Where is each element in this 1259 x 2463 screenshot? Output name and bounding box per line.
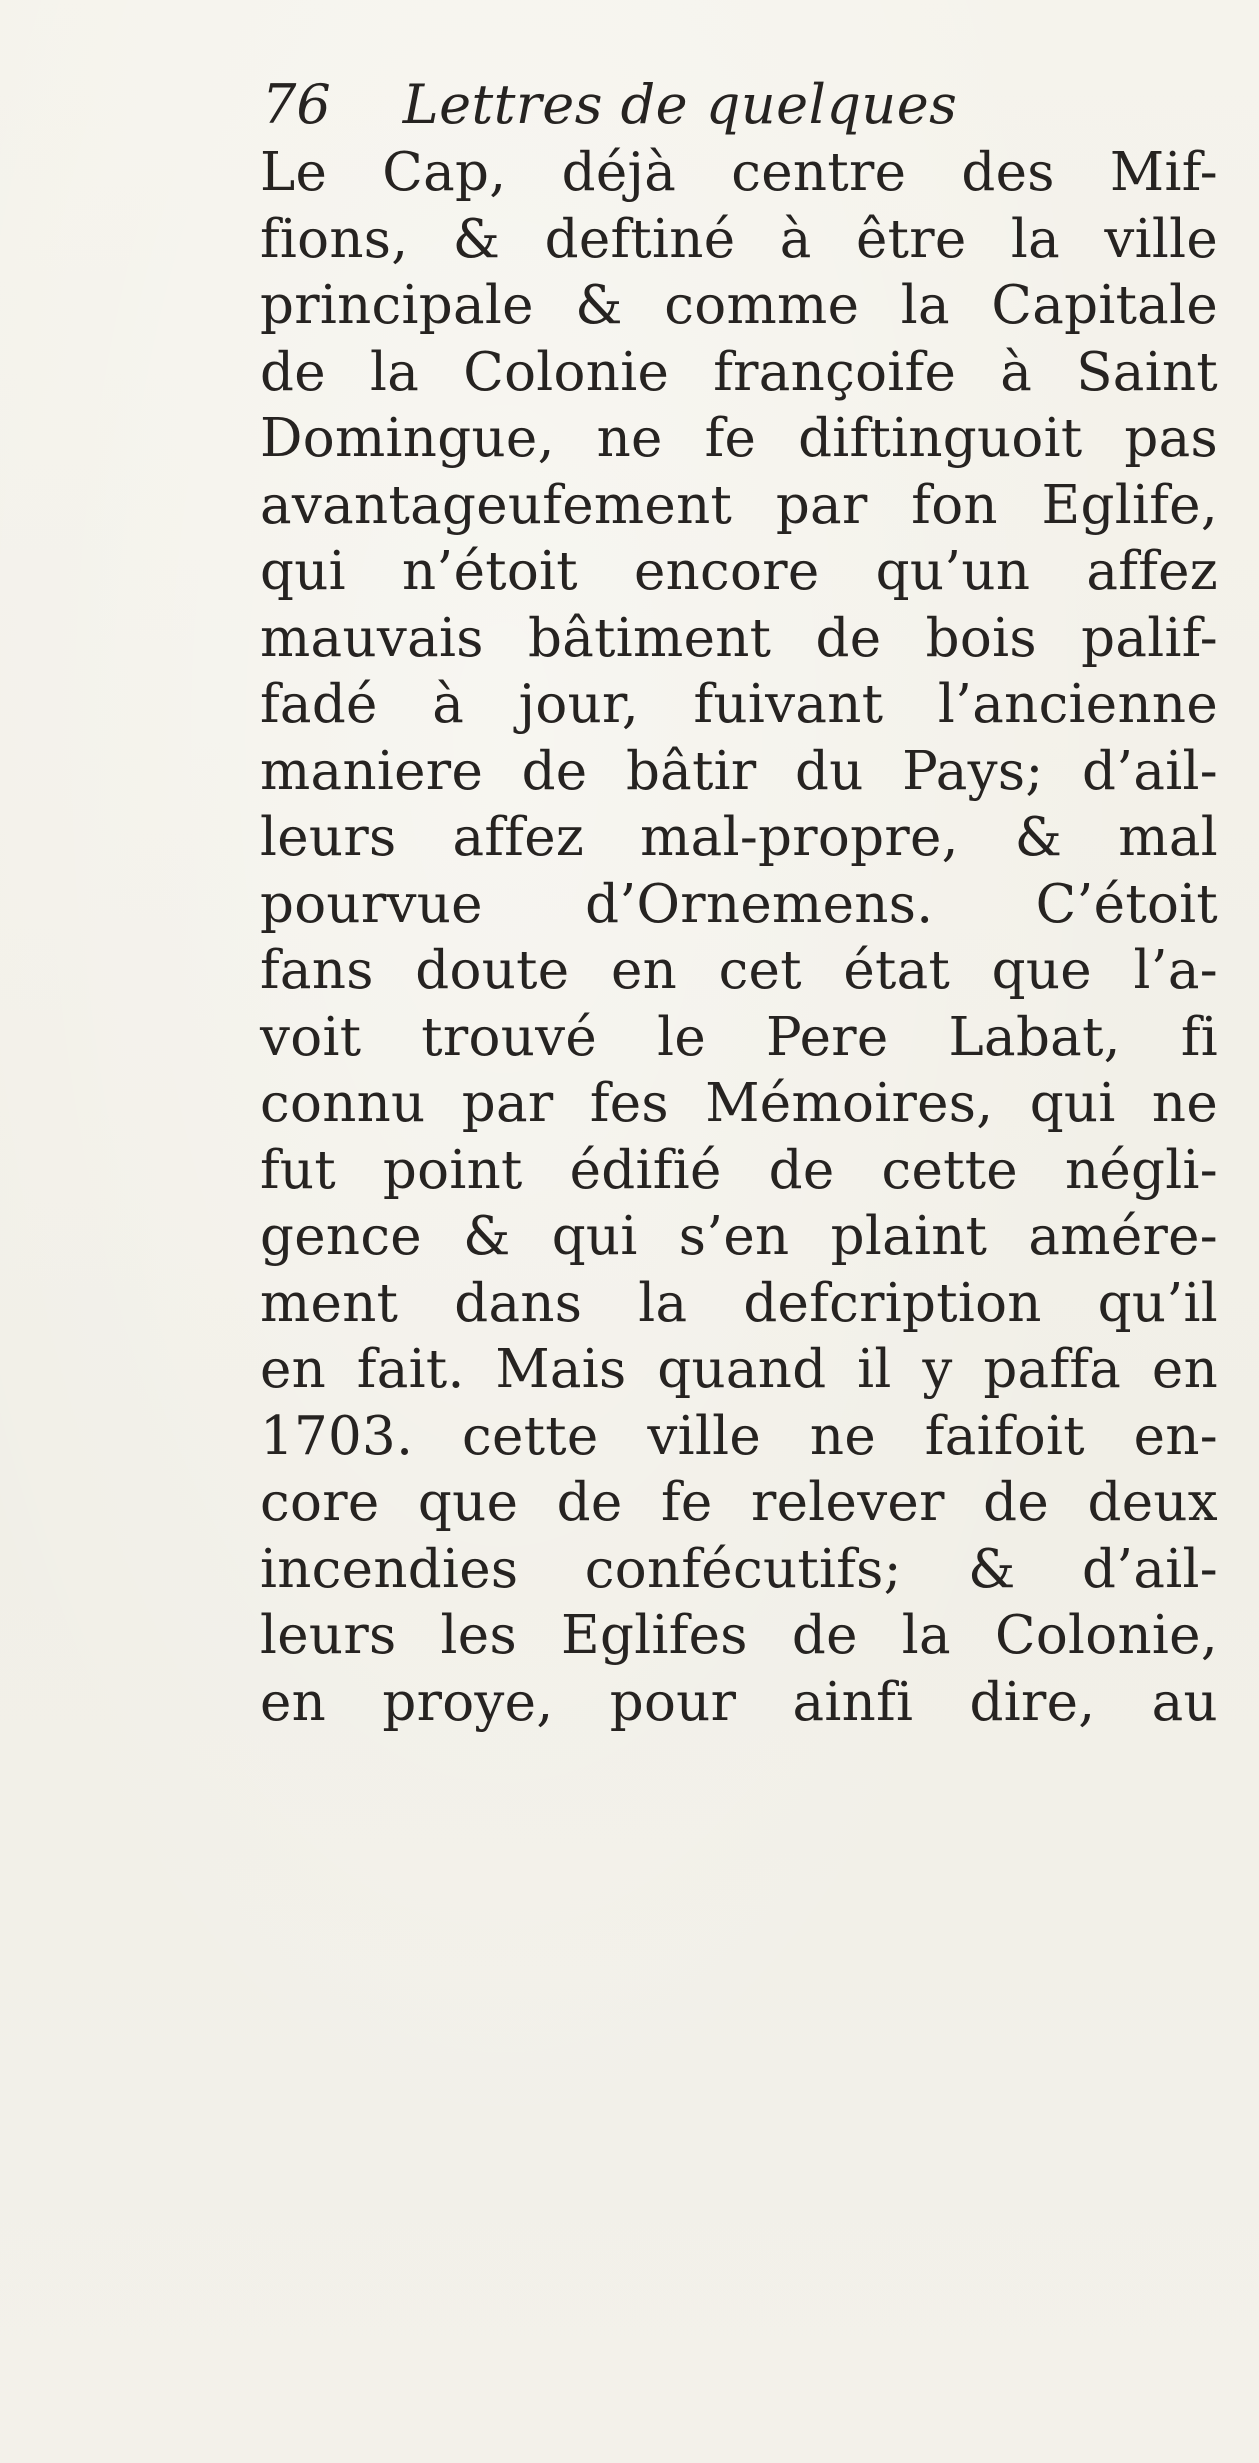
text-line: avantageufement par fon Eglife, [260,474,1218,536]
text-line: incendies confécutifs; & d’ail- [260,1538,1218,1600]
text-line: pourvue d’Ornemens. C’étoit [260,873,1218,935]
text-line: leurs affez mal-propre, & mal [260,807,1218,868]
text-line: fadé à jour, fuivant l’ancienne [260,674,1218,735]
running-head [262,70,957,140]
text-line: leurs les Eglifes de la Colonie, [260,1605,1218,1666]
text-line: fans doute en cet état que l’a- [260,940,1218,1001]
text-line: Le Cap, déjà centre des Mif- [260,142,1218,203]
text-line: qui n’étoit encore qu’un affez [260,541,1218,602]
text-line: fut point édifié de cette négli- [260,1139,1218,1201]
text-line: Domingue, ne fe diftinguoit pas [260,408,1218,469]
text-line: fions, & deftiné à être la ville [260,208,1218,270]
text-line: en proye, pour ainfi dire, au [260,1671,1218,1733]
text-line: core que de fe relever de deux [260,1472,1218,1533]
text-line: en fait. Mais quand il y paffa en [260,1339,1218,1400]
text-line: 1703. cette ville ne faifoit en- [260,1405,1218,1467]
text-line: maniere de bâtir du Pays; d’ail- [260,740,1218,802]
text-line: voit trouvé le Pere Labat, fi [260,1006,1218,1068]
text-line: gence & qui s’en plaint amére- [260,1206,1218,1267]
body-text [260,140,1218,1736]
text-line: mauvais bâtiment de bois palif- [260,607,1218,669]
text-line: de la Colonie françoife à Saint [260,341,1218,403]
page-number: 76 [262,73,331,136]
text-line: principale & comme la Capitale [260,275,1218,336]
text-line: ment dans la defcription qu’il [260,1272,1218,1334]
text-line: connu par fes Mémoires, qui ne [260,1073,1218,1134]
running-title: Lettres de quelques [402,73,958,136]
